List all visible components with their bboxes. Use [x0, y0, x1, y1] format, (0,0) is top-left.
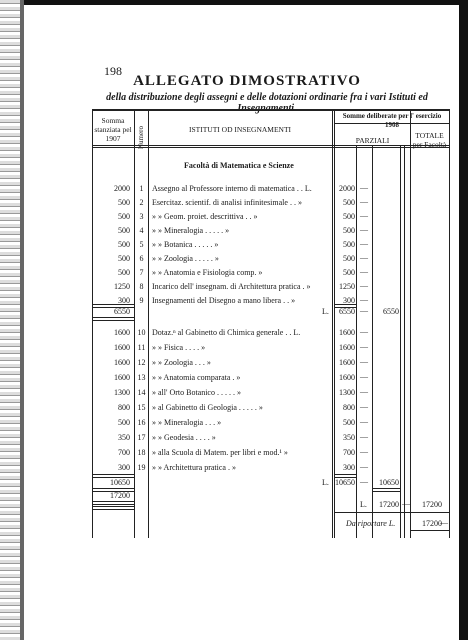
- subtotal2-dash: —: [360, 477, 368, 486]
- header-parziali: PARZIALI: [355, 136, 390, 145]
- row-somma: 1600: [114, 328, 130, 337]
- binding-shadow: [20, 0, 24, 640]
- row-description: » » Zoologia . . . »: [152, 358, 211, 367]
- carry-forward-total: 17200: [422, 519, 442, 528]
- subtotal1-dash: —: [360, 306, 368, 315]
- row-somma: 500: [118, 212, 130, 221]
- page-number: 198: [104, 64, 122, 78]
- row-parziale: 1250: [339, 282, 355, 291]
- row-description: Insegnamenti del Disegno a mano libera . . »: [152, 296, 296, 305]
- row-numero: 18: [137, 448, 146, 457]
- subtotal1-parziale: 6550: [339, 307, 355, 316]
- row-dash: —: [360, 327, 368, 336]
- row-parziale: 1600: [339, 343, 355, 352]
- row-somma: 1300: [114, 388, 130, 397]
- row-somma: 1600: [114, 358, 130, 367]
- row-description: » » Botanica . . . . . »: [152, 240, 219, 249]
- section-title: Facoltà di Matematica e Scienze: [184, 161, 294, 170]
- row-description: » alla Scuola di Matem. per libri e mod.¹ »: [152, 448, 288, 457]
- header-bottom-line-2: [92, 147, 450, 148]
- row-parziale: 1600: [339, 373, 355, 382]
- row-somma: 800: [118, 403, 130, 412]
- row-description: » » Geodesia . . . . »: [152, 433, 216, 442]
- row-somma: 300: [118, 296, 130, 305]
- total-parziale: 17200: [379, 500, 399, 509]
- row-parziale: 700: [343, 448, 355, 457]
- row-parziale: 300: [343, 463, 355, 472]
- row-description: » all' Orto Botanico . . . . . »: [152, 388, 241, 397]
- row-somma: 500: [118, 268, 130, 277]
- header-somma: Somma stanziata pel 1907: [94, 116, 132, 143]
- row-dash: —: [360, 342, 368, 351]
- row-parziale: 500: [343, 268, 355, 277]
- page-title: ALLEGATO DIMOSTRATIVO: [133, 73, 361, 89]
- row-parziale: 500: [343, 418, 355, 427]
- total-label: L.: [360, 500, 367, 509]
- row-parziale: 500: [343, 212, 355, 221]
- row-description: » » Mineralogia . . . »: [152, 418, 222, 427]
- row-dash: —: [360, 295, 368, 304]
- row-parziale: 1600: [339, 358, 355, 367]
- row-description: » » Anatomia comparata . »: [152, 373, 241, 382]
- row-dash: —: [360, 372, 368, 381]
- row-dash: —: [360, 387, 368, 396]
- row-somma: 1600: [114, 373, 130, 382]
- row-description: » » Geom. proiet. descrittiva . . »: [152, 212, 258, 221]
- row-description: » » Anatomia e Fisiologia comp. »: [152, 268, 263, 277]
- row-dash: —: [360, 197, 368, 206]
- table-top-border-2: [92, 110, 450, 111]
- row-numero: 12: [137, 358, 146, 367]
- row-somma: 350: [118, 433, 130, 442]
- table-right-border: [449, 109, 450, 538]
- row-parziale: 500: [343, 240, 355, 249]
- row-numero: 17: [137, 433, 146, 442]
- row-numero: 8: [139, 282, 144, 291]
- scan-edge-right: [459, 0, 468, 640]
- row-numero: 15: [137, 403, 146, 412]
- row-dash: —: [360, 417, 368, 426]
- subtotal2-rule-parz2: [372, 488, 400, 492]
- row-description: Esercitaz. scientif. di analisi infinitesimale . . »: [152, 198, 302, 207]
- row-somma: 2000: [114, 184, 130, 193]
- row-numero: 9: [139, 296, 144, 305]
- row-numero: 14: [137, 388, 146, 397]
- total-rule-left-2: [92, 506, 134, 510]
- subtotal2-label: L.: [322, 478, 329, 487]
- total-rule-right: [335, 512, 450, 513]
- row-dash: —: [360, 211, 368, 220]
- col-sep-somma: [134, 109, 135, 538]
- total-dash: —: [402, 499, 410, 508]
- subtotal1-parziale-2: 6550: [383, 307, 399, 316]
- row-somma: 500: [118, 198, 130, 207]
- header-sub-line: [335, 123, 449, 124]
- row-description: Assegno al Professore interno di matematica . . L.: [152, 184, 312, 193]
- parz-sep-3: [400, 145, 401, 538]
- row-somma: 1600: [114, 343, 130, 352]
- row-numero: 19: [137, 463, 146, 472]
- header-istituti: ISTITUTI OD INSEGNAMENTI: [188, 125, 292, 134]
- row-numero: 10: [137, 328, 146, 337]
- col-sep-numero: [148, 109, 149, 538]
- parz-sep-4: [404, 145, 405, 538]
- total-somma: 17200: [110, 491, 130, 500]
- row-numero: 6: [139, 254, 144, 263]
- carry-rule: [410, 530, 450, 531]
- row-dash: —: [360, 239, 368, 248]
- row-numero: 16: [137, 418, 146, 427]
- row-description: » » Architettura pratica . »: [152, 463, 236, 472]
- header-bottom-line: [92, 145, 450, 146]
- row-somma: 500: [118, 240, 130, 249]
- row-somma: 500: [118, 226, 130, 235]
- header-numero: Numero: [137, 126, 145, 149]
- row-dash: —: [360, 267, 368, 276]
- row-dash: —: [360, 402, 368, 411]
- row-description: Incarico dell' insegnam. di Architettura pratica . »: [152, 282, 311, 291]
- row-dash: —: [360, 447, 368, 456]
- scan-edge-top: [0, 0, 468, 5]
- row-parziale: 1300: [339, 388, 355, 397]
- row-dash: —: [360, 357, 368, 366]
- row-numero: 2: [139, 198, 144, 207]
- subtotal1-somma: 6550: [114, 307, 130, 316]
- row-somma: 1250: [114, 282, 130, 291]
- row-numero: 1: [139, 184, 144, 193]
- row-parziale: 1600: [339, 328, 355, 337]
- total-totale: 17200: [422, 500, 442, 509]
- row-parziale: 350: [343, 433, 355, 442]
- row-numero: 5: [139, 240, 144, 249]
- row-dash: —: [360, 253, 368, 262]
- row-dash: —: [360, 432, 368, 441]
- subtotal1-label: L.: [322, 307, 329, 316]
- row-somma: 500: [118, 254, 130, 263]
- row-numero: 4: [139, 226, 144, 235]
- book-binding-edge: [0, 0, 20, 640]
- row-parziale: 500: [343, 198, 355, 207]
- row-numero: 3: [139, 212, 144, 221]
- row-dash: —: [360, 225, 368, 234]
- row-parziale: 500: [343, 226, 355, 235]
- row-dash: —: [360, 281, 368, 290]
- subtotal2-somma: 10650: [110, 478, 130, 487]
- row-description: » » Zoologia . . . . . »: [152, 254, 219, 263]
- row-description: » » Fisica . . . . »: [152, 343, 206, 352]
- col-sep-parziali: [410, 109, 411, 538]
- subtotal1-rule-bottom: [92, 317, 134, 321]
- carry-dash: —: [440, 518, 448, 527]
- page-subtitle: della distribuzione degli assegni e delle dotazioni ordinarie fra i vari Istituti ed Insegnamenti.: [106, 92, 428, 114]
- header-somme-deliberate: Somme deliberate per l' esercizio 1908: [342, 112, 442, 129]
- row-numero: 7: [139, 268, 144, 277]
- row-parziale: 300: [343, 296, 355, 305]
- row-numero: 13: [137, 373, 146, 382]
- row-dash: —: [360, 462, 368, 471]
- header-totale: TOTALE per Facoltà: [412, 131, 447, 149]
- row-somma: 300: [118, 463, 130, 472]
- row-parziale: 800: [343, 403, 355, 412]
- total-rule-left: [92, 501, 134, 505]
- row-parziale: 500: [343, 254, 355, 263]
- row-description: » al Gabinetto di Geologia . . . . . »: [152, 403, 263, 412]
- row-somma: 700: [118, 448, 130, 457]
- carry-forward-label: Da riportare L.: [346, 519, 396, 528]
- subtotal2-parziale-2: 10650: [379, 478, 399, 487]
- row-numero: 11: [137, 343, 146, 352]
- row-description: » » Mineralogia . . . . . »: [152, 226, 230, 235]
- col-sep-desc: [332, 109, 333, 538]
- row-description: Dotaz.ⁿ al Gabinetto di Chimica generale . . L.: [152, 328, 301, 337]
- row-parziale: 2000: [339, 184, 355, 193]
- row-dash: —: [360, 183, 368, 192]
- allocation-table: [92, 109, 450, 538]
- subtotal2-parziale: 10650: [335, 478, 355, 487]
- parz-sep-1: [356, 145, 357, 538]
- row-somma: 500: [118, 418, 130, 427]
